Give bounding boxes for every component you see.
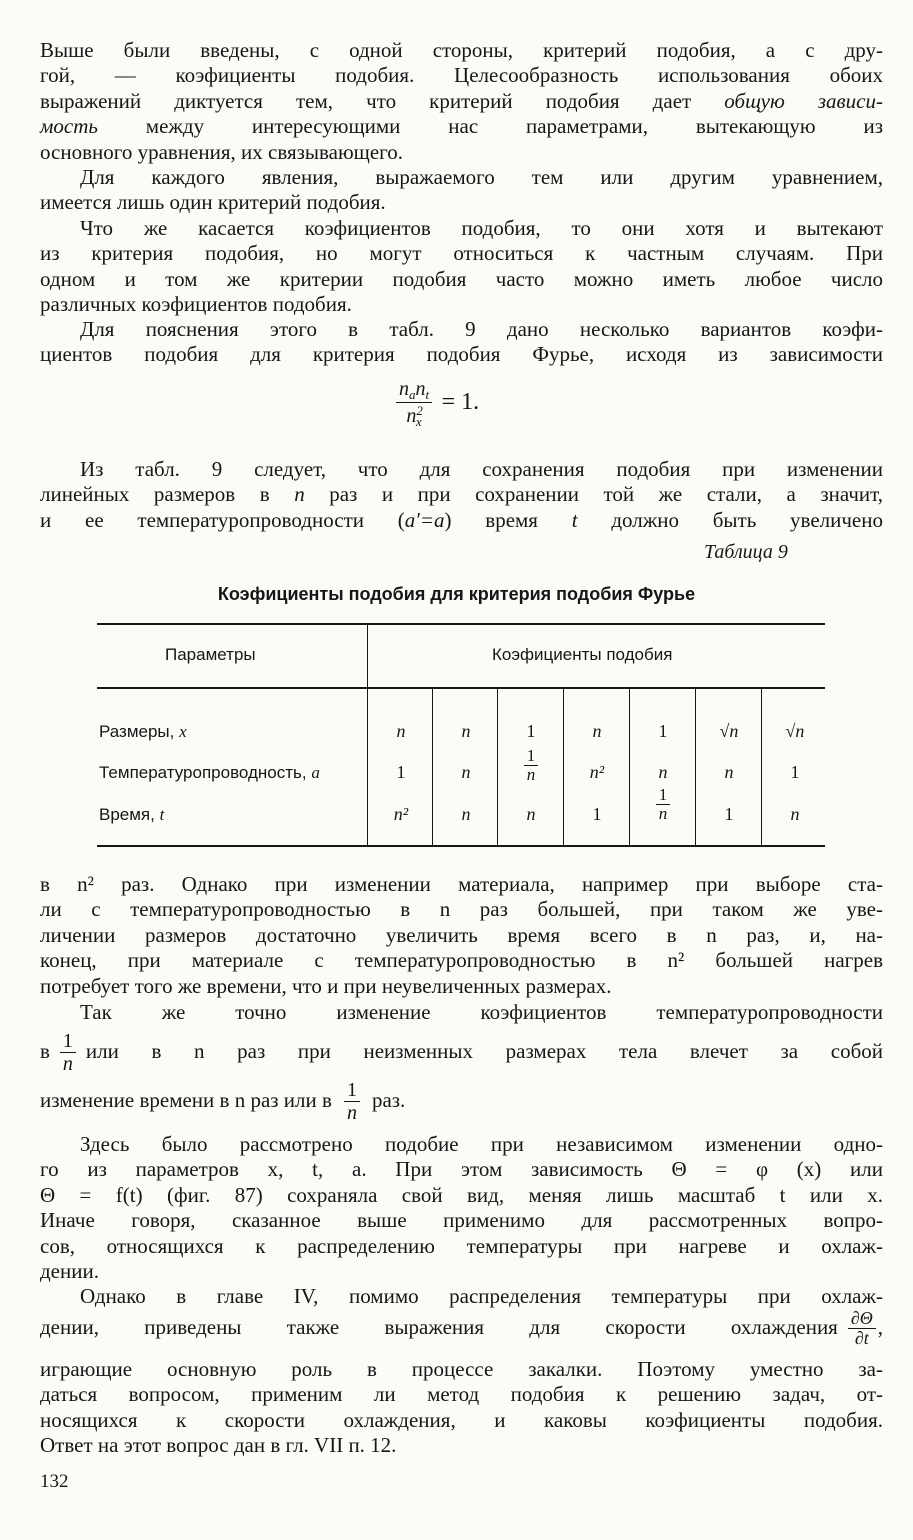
italic-span: t — [571, 507, 578, 532]
table-cell: n — [724, 762, 734, 782]
italic-span: a′=a — [404, 507, 445, 532]
table-cell: √n — [785, 721, 805, 741]
table-cell: n — [658, 762, 668, 782]
formula-symbol: n — [415, 378, 426, 400]
table-cell: 1 — [724, 804, 734, 824]
text-line: Из табл. 9 следует, что для сохранения подобия при изменении — [80, 457, 883, 481]
text-line: Выше были введены, с одной стороны, критерий подобия, а с дру- — [40, 38, 883, 62]
text-span: выражений диктуется тем, что критерий подобия дает — [40, 88, 725, 113]
italic-span: общую зависи- — [724, 88, 883, 113]
text-line: Что же касается коэфициентов подобия, то они хотя и вытекают — [80, 216, 883, 240]
text-line: потребует того же времени, что и при неувеличенных размерах. — [40, 973, 612, 998]
table-cell: n — [790, 804, 800, 824]
text-line: различных коэфициентов подобия. — [40, 292, 352, 317]
formula-subscript: a — [409, 387, 416, 402]
table-header-parameters: Параметры — [165, 645, 256, 664]
paragraph-9-rest — [40, 1357, 883, 1459]
row-label-var: a — [311, 763, 320, 782]
row-label-text: Размеры, — [99, 722, 180, 741]
text-line — [40, 508, 883, 533]
table-cell: n — [461, 762, 471, 782]
text-line: ли с температуропроводностью в n раз большей, при таком же уве- — [40, 897, 883, 922]
text-span: линейных размеров в — [40, 482, 295, 507]
fraction-denominator: n — [62, 1052, 73, 1075]
formula-symbol: n — [406, 405, 417, 427]
text-line: одном и том же критерии подобия часто можно иметь любое число — [40, 266, 883, 291]
page-number: 132 — [40, 1471, 69, 1492]
table-cell: n — [461, 804, 471, 824]
table-header-rule — [97, 687, 825, 689]
fraction-denominator: n — [526, 765, 536, 784]
text-span: изменение времени в n раз или в — [40, 1088, 332, 1113]
text-line: гой, — коэфициенты подобия. Целесообразность использования обоих — [40, 63, 883, 88]
paragraph-7-line-2 — [40, 1027, 883, 1077]
paragraph-7 — [40, 1000, 883, 1025]
fraction-numerator: 1 — [60, 1030, 76, 1053]
text-line: Однако в главе IV, помимо распределения температуры при охлаж- — [80, 1284, 883, 1308]
row-label-var: x — [179, 722, 187, 741]
formula-fraction — [396, 376, 432, 429]
fraction-denominator: n — [658, 804, 668, 823]
text-span: в — [40, 1039, 50, 1064]
inline-fraction — [344, 1079, 360, 1124]
table-row-label — [99, 763, 320, 783]
text-span: и ее температуропроводности ( — [40, 507, 405, 532]
text-line: в n² раз. Однако при изменении материала, например при выборе ста- — [40, 872, 883, 896]
text-line: Здесь было рассмотрено подобие при независимом изменении одно- — [80, 1132, 883, 1156]
table-cell: n — [592, 721, 602, 741]
cell-fraction — [524, 747, 539, 784]
fraction-numerator: 1 — [344, 1079, 360, 1102]
fraction-numerator: ∂Θ — [848, 1309, 876, 1329]
formula-symbol: n — [399, 378, 409, 400]
row-label-var: t — [159, 805, 165, 824]
row-label-text: Время, — [99, 805, 160, 824]
text-span: или в n раз при неизменных размерах тела влечет за собой — [85, 1039, 883, 1064]
formula-denominator — [396, 403, 432, 429]
fraction-numerator: 1 — [656, 786, 671, 805]
table-cell: n — [396, 721, 406, 741]
text-line — [40, 482, 883, 507]
text-line: дении. — [40, 1258, 99, 1283]
text-span: между интересующими нас параметрами, вытекающую из — [97, 114, 883, 139]
derivative-fraction — [848, 1309, 876, 1348]
text-line: личении размеров достаточно увеличить время всего в n раз, и, на- — [40, 922, 883, 947]
table-row-label — [99, 805, 164, 825]
paragraph-9-line-2 — [40, 1305, 883, 1351]
table-cell: 1 — [658, 721, 668, 741]
table-cell: n² — [589, 762, 605, 782]
text-line: из критерия подобия, но могут относиться к частным случаям. При — [40, 241, 883, 266]
text-line: имеется лишь один критерий подобия. — [40, 190, 386, 215]
text-line-start — [40, 1030, 86, 1075]
fourier-similarity-formula — [392, 376, 479, 429]
table-cell: √n — [719, 721, 739, 741]
table-cell: n — [526, 804, 536, 824]
text-span: ) время — [444, 507, 572, 532]
text-line: даться вопросом, применим ли метод подобия к решению задач, от- — [40, 1382, 883, 1407]
table-cell-fraction — [499, 747, 563, 784]
paragraph-1 — [40, 38, 883, 165]
table-cell: n — [461, 721, 471, 741]
text-line: сов, относящихся к распределению температуры при нагреве и охлаж- — [40, 1233, 883, 1258]
text-line: Θ = f(t) (фиг. 87) сохраняла свой вид, меняя лишь масштаб t или x. — [40, 1182, 883, 1207]
fraction-numerator: 1 — [524, 747, 539, 766]
table-header-coefficients: Коэфициенты подобия — [492, 645, 673, 664]
text-line: играющие основную роль в процессе закалки. Поэтому уместно за- — [40, 1357, 883, 1381]
fraction-denominator: ∂t — [854, 1327, 869, 1348]
table-cell-fraction — [631, 786, 695, 823]
paragraph-6 — [40, 872, 883, 999]
text-line: основного уравнения, их связывающего. — [40, 139, 403, 164]
text-line — [40, 114, 883, 139]
paragraph-3 — [40, 216, 883, 318]
text-line: конец, при материале с температуропроводностью в n² большей нагрев — [40, 948, 883, 973]
paragraph-2 — [40, 165, 883, 216]
table-top-rule — [97, 623, 825, 625]
paragraph-7-line-3 — [40, 1076, 883, 1126]
text-span: раз и при сохранении той же стали, а значит, — [304, 482, 883, 507]
table-label: Таблица 9 — [704, 541, 788, 563]
formula-rhs: = 1. — [441, 389, 480, 415]
formula-superscript: 2 — [416, 403, 423, 418]
formula-subscript: x — [415, 414, 422, 429]
table-cell: 1 — [790, 762, 800, 782]
table-title: Коэфициенты подобия для критерия подобия Фурье — [217, 584, 696, 604]
table-bottom-rule — [97, 845, 825, 847]
fraction-denominator: n — [346, 1101, 357, 1124]
table-cell: n² — [393, 804, 409, 824]
text-line — [40, 89, 883, 114]
table-row-label — [99, 722, 187, 742]
text-line: Так же точно изменение коэфициентов температуропроводности — [80, 1000, 883, 1024]
coefficients-table — [97, 623, 825, 849]
table-cell: 1 — [526, 721, 536, 741]
text-span: раз. — [371, 1088, 406, 1113]
paragraph-8 — [40, 1132, 883, 1284]
inline-fraction — [60, 1030, 76, 1075]
text-line: Иначе говоря, сказанное выше применимо для рассмотренных вопро- — [40, 1208, 883, 1233]
text-line: циентов подобия для критерия подобия Фурье, исходя из зависимости — [40, 342, 883, 367]
text-line: Для пояснения этого в табл. 9 дано несколько вариантов коэфи- — [80, 317, 883, 341]
text-span: дении, приведены также выражения для скорости охлаждения — [40, 1315, 838, 1340]
text-line: Ответ на этот вопрос дан в гл. VII п. 12. — [40, 1433, 397, 1458]
text-line: носящихся к скорости охлаждения, и каковы коэфициенты подобия. — [40, 1407, 883, 1432]
formula-numerator — [396, 376, 432, 403]
row-label-text: Температуропроводность, — [99, 763, 312, 782]
text-line: Для каждого явления, выражаемого тем или другим уравнением, — [80, 165, 883, 189]
cell-fraction — [656, 786, 671, 823]
italic-span: мость — [40, 114, 98, 139]
paragraph-5 — [40, 457, 883, 533]
table-cell: 1 — [592, 804, 602, 824]
text-line: го из параметров x, t, a. При этом зависимость Θ = φ (x) или — [40, 1157, 883, 1182]
table-cell: 1 — [396, 762, 406, 782]
comma: , — [877, 1315, 883, 1340]
text-span: должно быть увеличено — [577, 507, 883, 532]
paragraph-4 — [40, 317, 883, 368]
formula-subscript: t — [425, 387, 430, 402]
italic-span: n — [294, 482, 305, 507]
